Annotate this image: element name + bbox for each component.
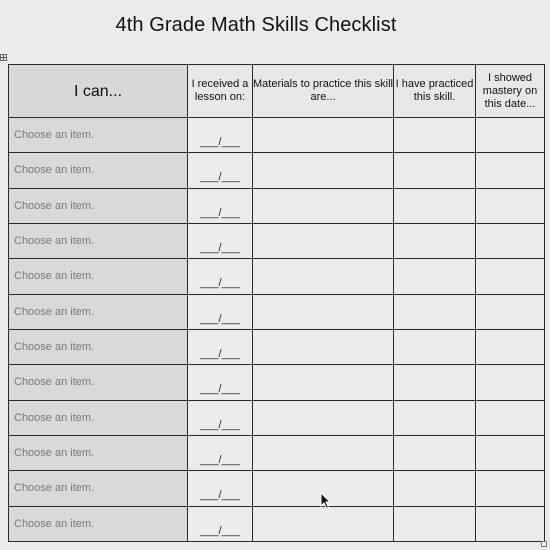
practiced-cell[interactable]	[394, 435, 476, 470]
practiced-cell[interactable]	[394, 506, 476, 541]
mastery-cell[interactable]	[476, 471, 545, 506]
mastery-cell[interactable]	[476, 153, 545, 188]
lesson-date-cell[interactable]	[188, 471, 253, 506]
mastery-cell[interactable]	[476, 435, 545, 470]
table-row	[9, 435, 545, 470]
mastery-cell[interactable]	[476, 294, 545, 329]
lesson-date-blank: ___/___	[200, 136, 240, 149]
table-row	[9, 400, 545, 435]
table-row	[9, 153, 545, 188]
practiced-cell[interactable]	[394, 400, 476, 435]
skill-dropdown[interactable]: Choose an item.	[9, 223, 188, 258]
skill-dropdown[interactable]: Choose an item.	[9, 506, 188, 541]
practiced-cell[interactable]	[394, 259, 476, 294]
skills-checklist-table	[8, 64, 545, 542]
lesson-date-blank: ___/___	[200, 524, 240, 537]
table-move-handle-icon[interactable]	[0, 54, 7, 61]
lesson-date-cell[interactable]	[188, 400, 253, 435]
lesson-date-blank: ___/___	[200, 489, 240, 502]
table-header-row	[9, 65, 545, 118]
table-row	[9, 223, 545, 258]
lesson-date-blank: ___/___	[200, 312, 240, 325]
mastery-cell[interactable]	[476, 365, 545, 400]
skill-dropdown[interactable]: Choose an item.	[9, 329, 188, 364]
materials-cell[interactable]	[253, 400, 394, 435]
lesson-date-cell[interactable]	[188, 259, 253, 294]
table-row	[9, 506, 545, 541]
mastery-cell[interactable]	[476, 188, 545, 223]
skill-dropdown[interactable]: Choose an item.	[9, 188, 188, 223]
materials-cell[interactable]	[253, 329, 394, 364]
materials-cell[interactable]	[253, 365, 394, 400]
skill-dropdown[interactable]: Choose an item.	[9, 471, 188, 506]
lesson-date-cell[interactable]	[188, 329, 253, 364]
lesson-date-blank: ___/___	[200, 383, 240, 396]
table-row	[9, 365, 545, 400]
mouse-pointer-icon	[320, 492, 332, 510]
table-row	[9, 188, 545, 223]
practiced-cell[interactable]	[394, 329, 476, 364]
mastery-cell[interactable]	[476, 506, 545, 541]
materials-cell[interactable]	[253, 294, 394, 329]
materials-cell[interactable]	[253, 506, 394, 541]
lesson-date-blank: ___/___	[200, 206, 240, 219]
mastery-cell[interactable]	[476, 259, 545, 294]
header-mastery: I showed mastery on this date...	[476, 65, 545, 118]
header-practiced: I have practiced this skill.	[394, 65, 476, 118]
lesson-date-cell[interactable]	[188, 435, 253, 470]
header-materials: Materials to practice this skill are...	[253, 65, 394, 118]
materials-cell[interactable]	[253, 153, 394, 188]
skill-dropdown[interactable]: Choose an item.	[9, 400, 188, 435]
lesson-date-blank: ___/___	[200, 171, 240, 184]
lesson-date-blank: ___/___	[200, 418, 240, 431]
materials-cell[interactable]	[253, 118, 394, 153]
lesson-date-blank: ___/___	[200, 242, 240, 255]
lesson-date-cell[interactable]	[188, 223, 253, 258]
mastery-cell[interactable]	[476, 223, 545, 258]
table-row	[9, 294, 545, 329]
materials-cell[interactable]	[253, 259, 394, 294]
header-i-can: I can...	[9, 65, 188, 118]
skill-dropdown[interactable]: Choose an item.	[9, 259, 188, 294]
table-resize-handle-icon[interactable]	[541, 541, 547, 547]
table-row	[9, 259, 545, 294]
skill-dropdown[interactable]: Choose an item.	[9, 118, 188, 153]
lesson-date-cell[interactable]	[188, 506, 253, 541]
lesson-date-cell[interactable]	[188, 188, 253, 223]
practiced-cell[interactable]	[394, 223, 476, 258]
practiced-cell[interactable]	[394, 471, 476, 506]
skill-dropdown[interactable]: Choose an item.	[9, 365, 188, 400]
practiced-cell[interactable]	[394, 294, 476, 329]
header-lesson: I received a lesson on:	[188, 65, 253, 118]
skill-dropdown[interactable]: Choose an item.	[9, 294, 188, 329]
materials-cell[interactable]	[253, 223, 394, 258]
skill-dropdown[interactable]: Choose an item.	[9, 435, 188, 470]
table-row	[9, 329, 545, 364]
table-row	[9, 118, 545, 153]
materials-cell[interactable]	[253, 435, 394, 470]
practiced-cell[interactable]	[394, 365, 476, 400]
lesson-date-cell[interactable]	[188, 118, 253, 153]
lesson-date-cell[interactable]	[188, 294, 253, 329]
lesson-date-blank: ___/___	[200, 348, 240, 361]
practiced-cell[interactable]	[394, 118, 476, 153]
mastery-cell[interactable]	[476, 400, 545, 435]
document-title: 4th Grade Math Skills Checklist	[115, 14, 397, 36]
lesson-date-cell[interactable]	[188, 153, 253, 188]
practiced-cell[interactable]	[394, 188, 476, 223]
practiced-cell[interactable]	[394, 153, 476, 188]
lesson-date-blank: ___/___	[200, 277, 240, 290]
mastery-cell[interactable]	[476, 329, 545, 364]
mastery-cell[interactable]	[476, 118, 545, 153]
lesson-date-cell[interactable]	[188, 365, 253, 400]
table-row	[9, 471, 545, 506]
materials-cell[interactable]	[253, 188, 394, 223]
lesson-date-blank: ___/___	[200, 454, 240, 467]
skill-dropdown[interactable]: Choose an item.	[9, 153, 188, 188]
